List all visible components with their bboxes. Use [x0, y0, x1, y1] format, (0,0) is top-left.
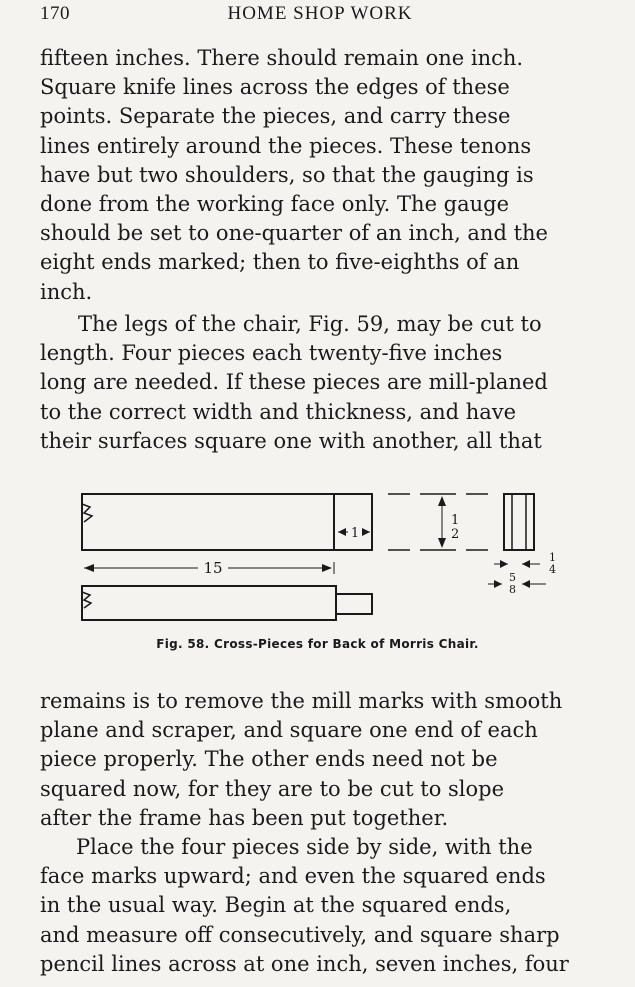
text-line: length. Four pieces each twenty-five inches	[40, 341, 503, 366]
paragraph-2	[40, 310, 588, 456]
crosspiece-side-view	[82, 494, 372, 550]
paragraph-1	[40, 44, 588, 307]
text-line: face marks upward; and even the squared ends	[40, 864, 546, 889]
crosspiece-end-view	[504, 494, 534, 550]
text-line: eight ends marked; then to five-eighths of an	[40, 250, 520, 275]
figure-caption: Fig. 58. Cross-Pieces for Back of Morris Chair.	[156, 637, 479, 651]
text-line: long are needed. If these pieces are mill-planed	[40, 370, 548, 395]
text-line: squared now, for they are to be cut to slope	[40, 776, 505, 801]
dim-length-label: 15	[203, 559, 223, 577]
text-line: remains is to remove the mill marks with smooth	[40, 689, 563, 713]
paragraph-3	[40, 687, 588, 833]
dim-width-label: 1	[451, 513, 460, 528]
page-number: 170	[40, 3, 70, 24]
dim-fiveeighths-den: 8	[509, 583, 516, 596]
text-line: Square knife lines across the edges of these	[40, 75, 510, 100]
figure-58-drawing	[70, 480, 570, 630]
text-line: piece properly. The other ends need not be	[40, 747, 498, 772]
text-line: to the correct width and thickness, and have	[40, 399, 517, 424]
text-line: and measure off consecutively, and square sharp	[40, 922, 560, 947]
dim-width-frac-label: 2	[451, 527, 460, 542]
dim-quarter-num: 1	[549, 551, 556, 564]
paragraph-4	[40, 833, 588, 979]
text-line: in the usual way. Begin at the squared ends,	[40, 893, 512, 918]
text-line: The legs of the chair, Fig. 59, may be cut to	[78, 312, 542, 336]
dim-fiveeighths-num: 5	[509, 571, 516, 584]
crosspiece-lower-view	[82, 586, 336, 620]
tenon	[336, 594, 372, 614]
running-title: HOME SHOP WORK	[227, 3, 413, 24]
text-line: done from the working face only. The gauge	[40, 192, 510, 217]
text-line: their surfaces square one with another, all that	[40, 428, 542, 453]
text-line: points. Separate the pieces, and carry these	[40, 104, 511, 129]
text-line: Place the four pieces side by side, with the	[76, 835, 533, 859]
text-line: lines entirely around the pieces. These tenons	[40, 133, 532, 158]
dim-tenon-label: 1	[350, 526, 360, 541]
text-line: should be set to one-quarter of an inch, and the	[40, 221, 548, 246]
text-line: after the frame has been put together.	[40, 805, 449, 830]
text-line: fifteen inches. There should remain one inch.	[40, 46, 524, 70]
text-line: plane and scraper, and square one end of each	[40, 718, 538, 743]
text-line: inch.	[40, 279, 93, 304]
page-header	[40, 3, 600, 25]
text-line: have but two shoulders, so that the gauging is	[40, 162, 534, 187]
dim-quarter-den: 4	[549, 563, 556, 576]
text-line: pencil lines across at one inch, seven inches, four	[40, 951, 569, 976]
